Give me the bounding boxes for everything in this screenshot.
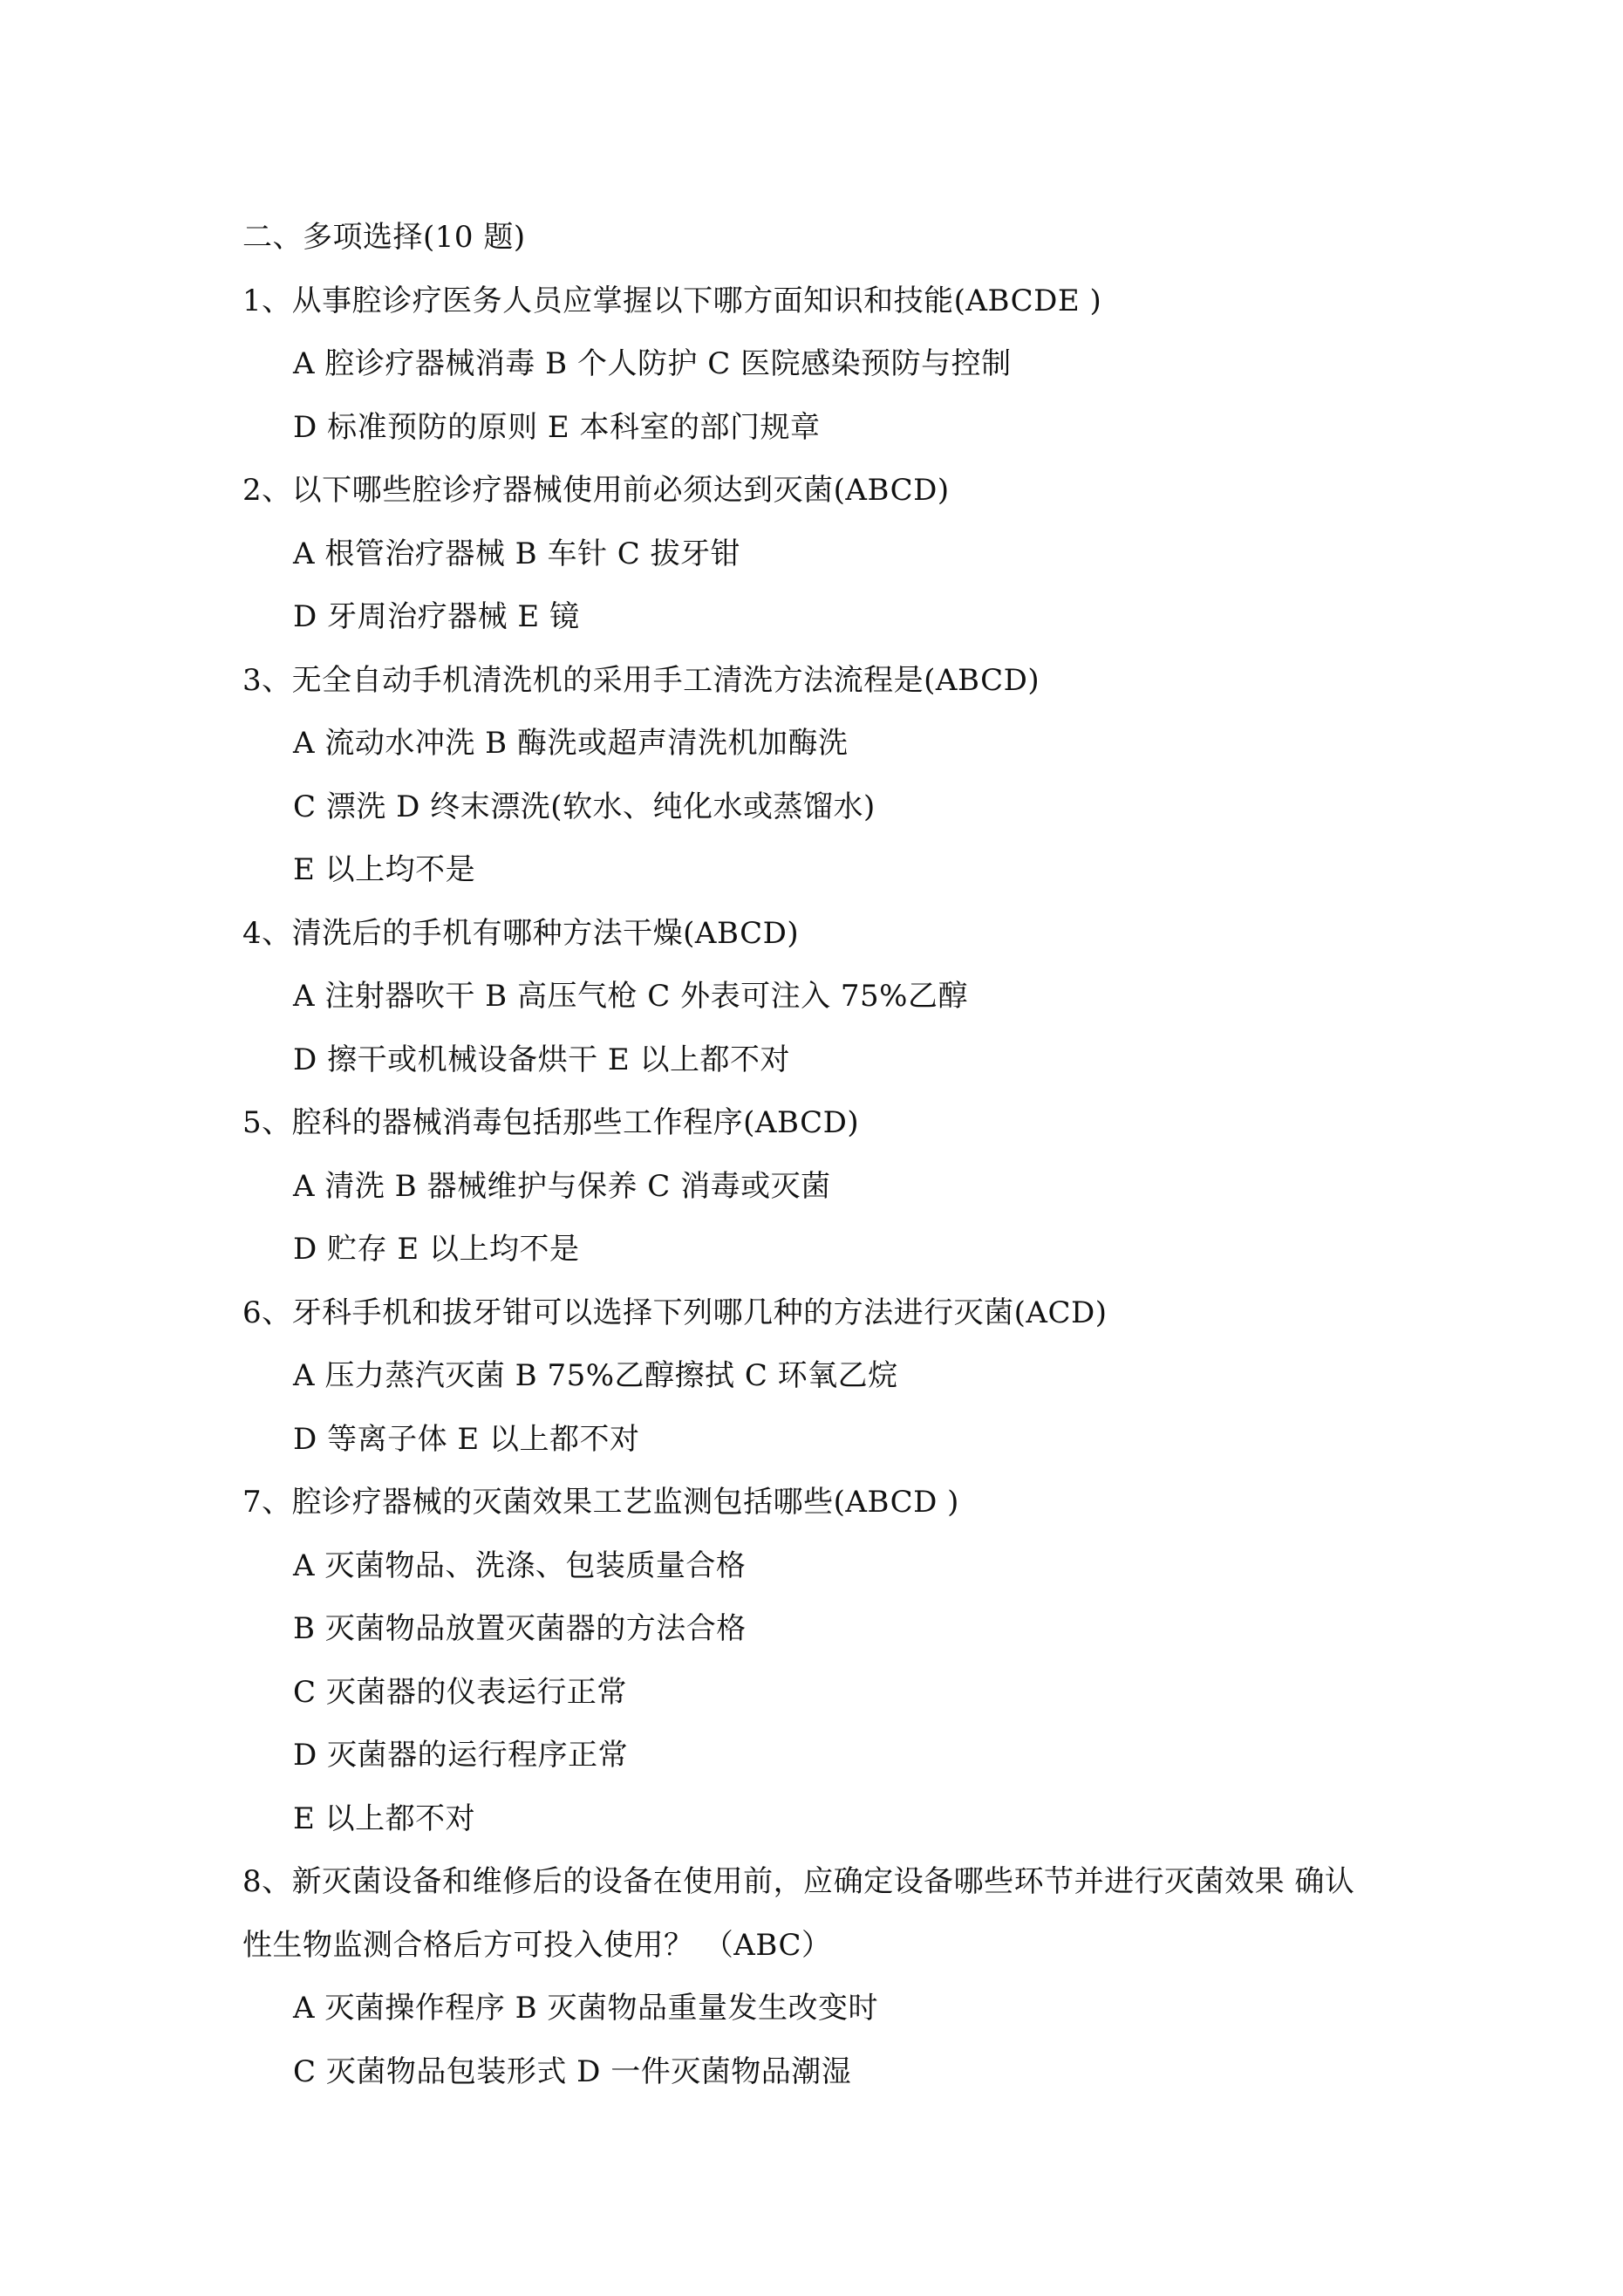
- section-title: 二、多项选择(10 题): [242, 220, 526, 255]
- question-1-options-line-1: A 腔诊疗器械消毒 B 个人防护 C 医院感染预防与控制: [293, 346, 1012, 381]
- question-1-stem: 1、从事腔诊疗医务人员应掌握以下哪方面知识和技能(ABCDE ): [242, 283, 1102, 318]
- question-7-stem: 7、腔诊疗器械的灭菌效果工艺监测包括哪些(ABCD ): [242, 1485, 959, 1520]
- question-1-options-line-2: D 标准预防的原则 E 本科室的部门规章: [293, 409, 821, 445]
- document-page: [242, 206, 1429, 2103]
- question-3-options-line-1: A 流动水冲洗 B 酶洗或超声清洗机加酶洗: [293, 726, 849, 761]
- question-7-options-line-1: A 灭菌物品、洗涤、包装质量合格: [293, 1548, 747, 1583]
- question-3-options-line-3: E 以上均不是: [293, 852, 476, 887]
- question-5-options-line-2: D 贮存 E 以上均不是: [293, 1232, 580, 1267]
- question-6-options-line-1: A 压力蒸汽灭菌 B 75%乙醇擦拭 C 环氧乙烷: [293, 1358, 898, 1393]
- question-7-options-line-3: C 灭菌器的仪表运行正常: [293, 1674, 627, 1710]
- question-2-options-line-2: D 牙周治疗器械 E 镜: [293, 599, 580, 634]
- question-3-options-line-2: C 漂洗 D 终末漂洗(软水、纯化水或蒸馏水): [293, 789, 876, 824]
- question-4-options-line-1: A 注射器吹干 B 高压气枪 C 外表可注入 75%乙醇: [293, 979, 968, 1014]
- question-7-options-line-4: D 灭菌器的运行程序正常: [293, 1738, 629, 1773]
- question-7-options-line-5: E 以上都不对: [293, 1801, 476, 1836]
- question-8-options-line-1: A 灭菌操作程序 B 灭菌物品重量发生改变时: [293, 1991, 878, 2026]
- question-8-options-line-2: C 灭菌物品包装形式 D 一件灭菌物品潮湿: [293, 2053, 852, 2089]
- question-5-stem: 5、腔科的器械消毒包括那些工作程序(ABCD): [242, 1105, 860, 1140]
- question-8-stem-line-2: 性生物监测合格后方可投入使用？ （ABC）: [242, 1927, 832, 1963]
- question-6-options-line-2: D 等离子体 E 以上都不对: [293, 1421, 640, 1457]
- question-3-stem: 3、无全自动手机清洗机的采用手工清洗方法流程是(ABCD): [242, 662, 1040, 698]
- question-5-options-line-1: A 清洗 B 器械维护与保养 C 消毒或灭菌: [293, 1168, 831, 1204]
- question-7-options-line-2: B 灭菌物品放置灭菌器的方法合格: [293, 1611, 747, 1646]
- question-8-stem-line-1: 8、新灭菌设备和维修后的设备在使用前，应确定设备哪些环节并进行灭菌效果 确认: [242, 1864, 1355, 1899]
- question-2-stem: 2、以下哪些腔诊疗器械使用前必须达到灭菌(ABCD): [242, 473, 950, 508]
- question-6-stem: 6、牙科手机和拔牙钳可以选择下列哪几种的方法进行灭菌(ACD): [242, 1295, 1108, 1330]
- question-2-options-line-1: A 根管治疗器械 B 车针 C 拔牙钳: [293, 536, 741, 571]
- question-4-options-line-2: D 擦干或机械设备烘干 E 以上都不对: [293, 1042, 791, 1077]
- question-4-stem: 4、清洗后的手机有哪种方法干燥(ABCD): [242, 915, 800, 951]
